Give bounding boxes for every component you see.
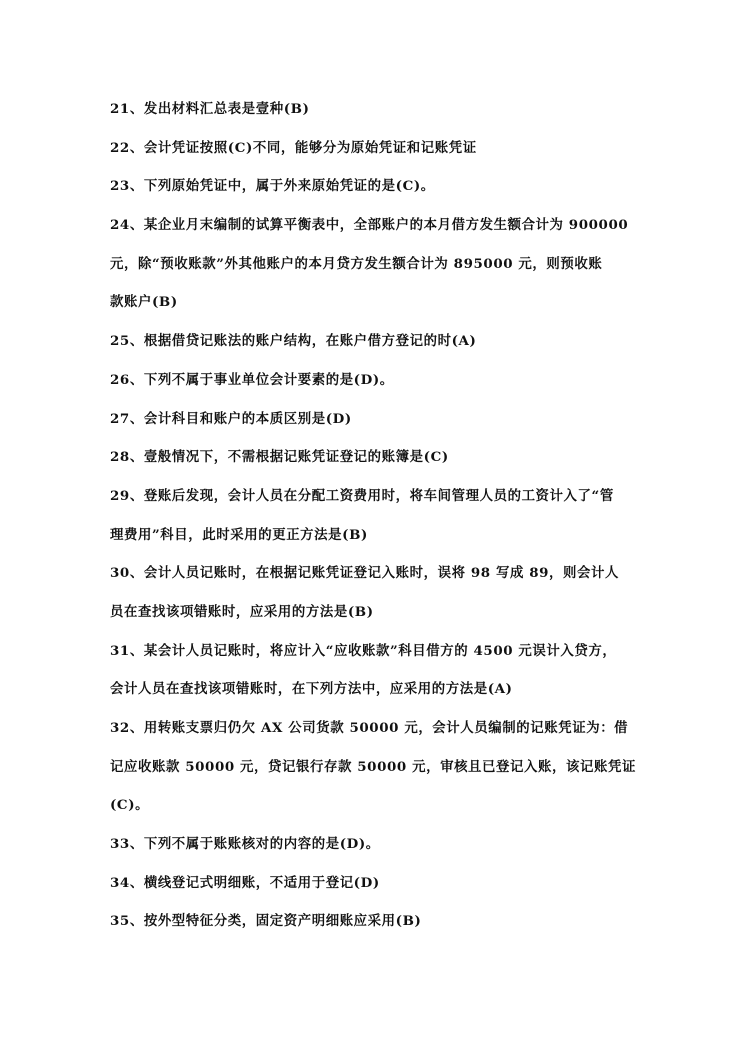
question-24-line-3: 款账户(B) bbox=[110, 294, 178, 311]
question-32-line-1: 32、用转账支票归仍欠 AX 公司货款 50000 元，会计人员编制的记账凭证为：借 bbox=[110, 720, 629, 736]
question-27: 27、会计科目和账户的本质区别是(D) bbox=[110, 410, 352, 427]
question-31-line-2: 会计人员在查找该项错账时，在下列方法中，应采用的方法是(A) bbox=[110, 681, 513, 698]
question-22: 22、会计凭证按照(C)不同，能够分为原始凭证和记账凭证 bbox=[110, 139, 477, 156]
question-24-line-2: 元，除“预收账款”外其他账户的本月贷方发生额合计为 895000 元，则预收账 bbox=[110, 255, 603, 272]
question-31-line-1: 31、某会计人员记账时，将应计入“应收账款”科目借方的 4500 元误计入贷方， bbox=[110, 642, 617, 659]
question-28: 28、壹般情况下，不需根据记账凭证登记的账簿是(C) bbox=[110, 449, 449, 466]
question-29-line-1: 29、登账后发现，会计人员在分配工资费用时，将车间管理人员的工资计入了“管 bbox=[110, 487, 614, 504]
question-25: 25、根据借贷记账法的账户结构，在账户借方登记的时(A) bbox=[110, 333, 477, 350]
question-33: 33、下列不属于账账核对的内容的是(D)。 bbox=[110, 836, 380, 853]
question-35: 35、按外型特征分类，固定资产明细账应采用(B) bbox=[110, 913, 422, 930]
question-23: 23、下列原始凭证中，属于外来原始凭证的是(C)。 bbox=[110, 178, 435, 195]
question-29-line-2: 理费用”科目，此时采用的更正方法是(B) bbox=[110, 526, 368, 543]
question-32-line-2: 记应收账款 50000 元，贷记银行存款 50000 元，审核且已登记入账，该记账凭证 bbox=[110, 758, 636, 775]
question-21: 21、发出材料汇总表是壹种(B) bbox=[110, 101, 310, 117]
question-26: 26、下列不属于事业单位会计要素的是(D)。 bbox=[110, 371, 394, 388]
question-32-line-3: (C)。 bbox=[110, 797, 150, 814]
question-30-line-1: 30、会计人员记账时，在根据记账凭证登记入账时，误将 98 写成 89，则会计人 bbox=[110, 565, 619, 582]
question-34: 34、横线登记式明细账，不适用于登记(D) bbox=[110, 874, 380, 891]
question-list bbox=[110, 96, 640, 947]
question-30-line-2: 员在查找该项错账时，应采用的方法是(B) bbox=[110, 603, 374, 620]
question-24-line-1: 24、某企业月末编制的试算平衡表中，全部账户的本月借方发生额合计为 900000 bbox=[110, 217, 629, 234]
